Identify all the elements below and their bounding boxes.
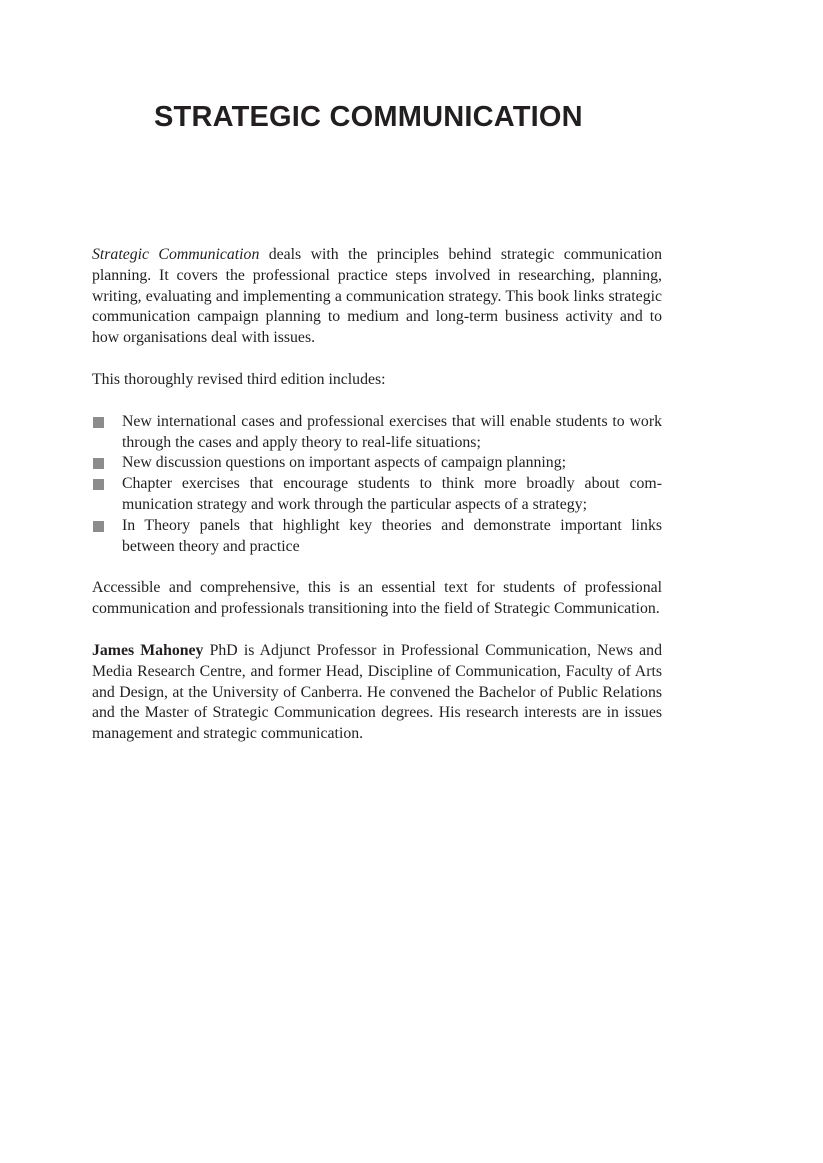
list-item [92, 474, 662, 516]
summary-paragraph: Accessible and comprehensive, this is an essential text for students of professional communication and professionals transitioning into the field of Strategic Communication. [92, 579, 662, 618]
square-bullet-icon [93, 417, 104, 428]
author-bio-text: PhD is Adjunct Professor in Professional Communication, News and Media Research Centre, and former Head, Discipline of Communication, Faculty of Arts and Design, at the University of Canberra. He convened the Bachelor of Public Relations and the Master of Strategic Communication degrees. His research interests are in issues management and strategic communication. [92, 641, 662, 743]
list-item [92, 516, 662, 558]
edition-intro: This thoroughly revised third edition includes: [92, 370, 386, 388]
blurb-paragraph [92, 245, 662, 349]
square-bullet-icon [93, 458, 104, 469]
blurb-text: deals with the principles behind strategic communication planning. It covers the professional practice steps involved in researching, planning, writing, evaluating and implementing a communication strategy. This book links strategic communication campaign planning to medium and long-term business activity and to how organisations deal with issues. [92, 246, 662, 347]
book-title-italic: Strategic Communication [92, 246, 260, 263]
feature-list [92, 412, 662, 558]
square-bullet-icon [93, 521, 104, 532]
author-name: James Mahoney [92, 641, 204, 659]
square-bullet-icon [93, 479, 104, 490]
author-bio-paragraph [92, 641, 662, 745]
list-item-text: New discussion questions on important aspects of campaign planning; [122, 454, 566, 472]
list-item-text: Chapter exercises that encourage students to think more broadly about communication strategy and work through the particular aspects of a strategy; [122, 475, 662, 513]
book-description [92, 245, 662, 745]
list-item [92, 412, 662, 454]
list-item-text: In Theory panels that highlight key theories and demonstrate important links between theory and practice [122, 516, 662, 555]
list-item [92, 453, 662, 474]
page-title: STRATEGIC COMMUNICATION [154, 101, 583, 133]
list-item-text: New international cases and professional exercises that will enable students to work through the cases and apply theory to real-life situations; [122, 412, 662, 451]
